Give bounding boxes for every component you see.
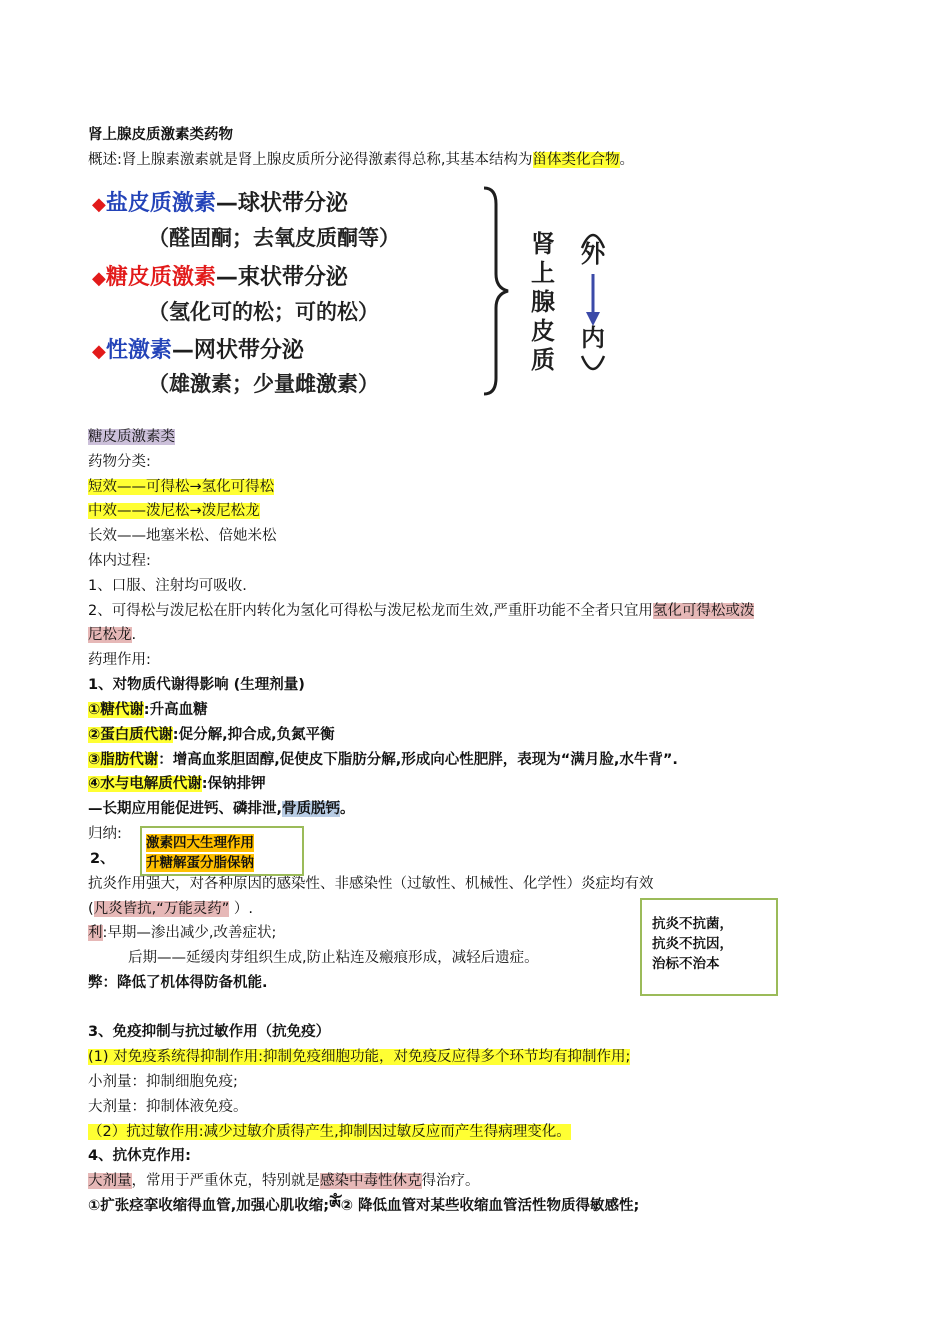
immune-suppression: (1) 对免疫系统得抑制作用:抑制免疫细胞功能，对免疫反应得多个环节均有抑制作用; [88,1049,631,1065]
figure-row-sex-hormone-examples: （雄激素；少量雌激素） [148,372,379,396]
metabolism-fat: ③脂肪代谢：增高血浆胆固醇,促使皮下脂肪分解,形成向心性肥胖，表现为“满月脸,水牛背”. [88,752,678,768]
vertical-label-adrenal-cortex: 肾 上 腺 皮 质 [531,230,555,374]
figure-row-sex-hormone: ◆性激素—网状带分泌 [92,338,304,363]
metabolism-protein: ②蛋白质代谢:促分解,抑合成,负氮平衡 [88,727,335,743]
effect-4-heading: 4、抗休克作用: [88,1148,191,1164]
small-dose: 小剂量：抑制细胞免疫; [88,1074,238,1090]
callout-anti-inflammatory-notes: 抗炎不抗菌， 抗炎不抗因， 治标不治本 [640,898,778,996]
direction-outer: 外 [581,240,605,268]
anti-inflammatory: 抗炎作用强大，对各种原因的感染性、非感染性（过敏性、机械性、化学性）炎症均有效 [88,876,654,892]
long-term-effect: —长期应用能促进钙、磷排泄,骨质脱钙。 [88,801,355,817]
metabolism-glucose: ①糖代谢:升高血糖 [88,702,208,718]
summary-label: 归纳: [88,826,122,842]
anti-shock: 大剂量，常用于严重休克，特别就是感染中毒性休克得治疗。 [88,1173,480,1189]
direction-inner: 内 [581,324,605,352]
anti-inflammatory-note: (凡炎皆抗,“万能灵药” ）. [88,901,254,917]
figure-row-glucocorticoid: ◆糖皮质激素—束状带分泌 [92,265,348,290]
large-dose: 大剂量：抑制体液免疫。 [88,1099,248,1115]
short-acting: 短效——可得松→氢化可得松 [88,479,275,495]
metabolism-water-electrolyte: ④水与电解质代谢:保钠排钾 [88,776,266,792]
benefit-late: 后期——延缓肉芽组织生成,防止粘连及瘢痕形成，减轻后遗症。 [128,950,539,966]
brace-icon [480,186,510,396]
effect-3-heading: 3、免疫抑制与抗过敏作用（抗免疫） [88,1024,331,1040]
overview: 概述:肾上腺素激素就是肾上腺皮质所分泌得激素得总称,其基本结构为甾体类化合物。 [88,152,634,168]
callout-physiological-effects: 激素四大生理作用 升糖解蛋分脂保钠 [140,826,304,876]
anti-shock-mechanism: ①扩张痉挛收缩得血管,加强心肌收缩;ༀ② 降低血管对某些收缩血管活性物质得敏感性; [88,1198,640,1214]
in-vivo-2-cont: 尼松龙. [88,627,137,643]
harm: 弊：降低了机体得防备机能. [88,975,268,991]
adrenal-cortex-figure [90,178,650,400]
in-vivo-heading: 体内过程: [88,553,151,569]
anti-allergy: （2）抗过敏作用:减少过敏介质得产生,抑制因过敏反应而产生得病理变化。 [88,1124,571,1140]
effect-1-heading: 1、对物质代谢得影响 (生理剂量) [88,677,305,693]
figure-row-glucocorticoid-examples: （氢化可的松；可的松） [148,300,379,324]
effect-2-heading: 2、 [90,851,115,867]
mid-acting: 中效——泼尼松→泼尼松龙 [88,503,260,519]
pharmacology-heading: 药理作用: [88,652,151,668]
paren-bottom-icon [578,350,608,386]
drug-classification: 药物分类: [88,454,151,470]
section-glucocorticoid: 糖皮质激素类 [88,429,175,445]
page-title: 肾上腺皮质激素类药物 [88,127,233,143]
arrow-down-icon [578,272,608,328]
figure-row-mineralocorticoid: ◆盐皮质激素—球状带分泌 [92,191,348,216]
in-vivo-2: 2、可得松与泼尼松在肝内转化为氢化可得松与泼尼松龙而生效,严重肝功能不全者只宜用氢化可得松或泼 [88,603,755,619]
figure-row-mineralocorticoid-examples: （醛固酮；去氧皮质酮等） [148,226,400,250]
long-acting: 长效——地塞米松、倍她米松 [88,528,277,544]
in-vivo-1: 1、口服、注射均可吸收. [88,578,247,594]
benefit-early: 利:早期—渗出减少,改善症状; [88,925,277,941]
